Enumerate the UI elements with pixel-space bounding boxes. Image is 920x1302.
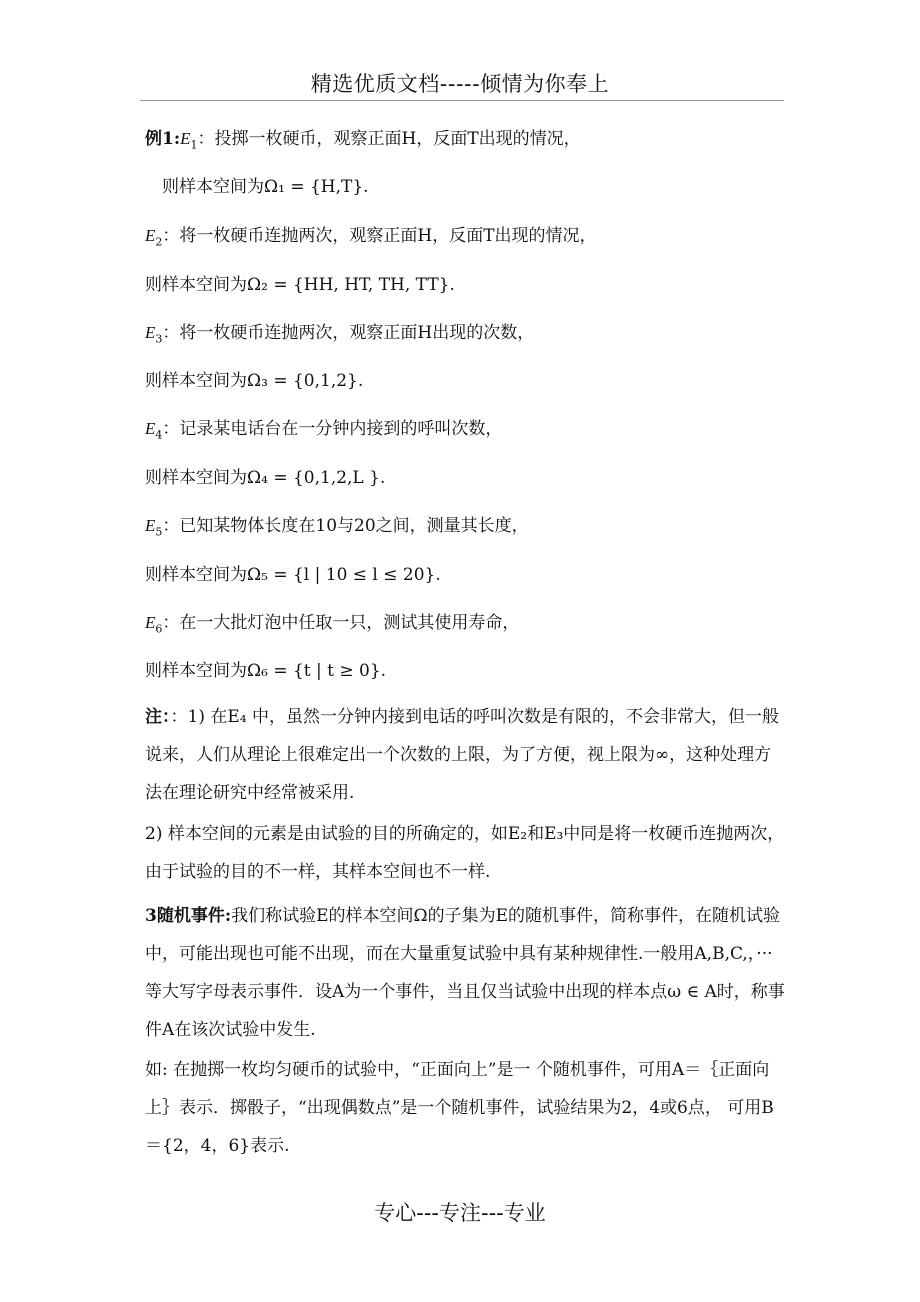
- sample-space-4: [145, 463, 385, 488]
- example-line-4: [145, 414, 502, 441]
- sample-space-3: [145, 366, 363, 391]
- line-text: 则样本空间为Ω₄ = {0,1,2,L }.: [145, 468, 386, 488]
- page-footer: 专心---专注---专业: [374, 1201, 546, 1225]
- note-paragraph-1: [145, 698, 785, 812]
- line-text: 则样本空间为Ω₂ = {HH, HT, TH, TT}.: [145, 275, 455, 295]
- symbol: E: [145, 419, 156, 438]
- note-paragraph-2: [145, 815, 785, 891]
- symbol: E: [145, 516, 156, 535]
- line-text: 则样本空间为Ω₅ = {l | 10 ≤ l ≤ 20}.: [145, 565, 441, 585]
- line-text: 则样本空间为Ω₃ = {0,1,2}.: [145, 371, 364, 391]
- line-text: ：将一枚硬币连抛两次，观察正面H，反面T出现的情况，: [162, 226, 597, 246]
- note-text: 2) 样本空间的元素是由试验的目的所确定的，如E₂和E₃中同是将一枚硬币连抛两次，由于试验的目的不一样，其样本空间也不一样.: [145, 824, 785, 882]
- line-text: 则样本空间为Ω₆ = {t | t ≥ 0}.: [145, 661, 387, 681]
- sample-space-6: [145, 656, 386, 681]
- symbol: E: [145, 226, 156, 245]
- example-line-2: [145, 221, 597, 248]
- example-paragraph: [145, 1051, 785, 1165]
- subscript: 2: [155, 235, 163, 249]
- subscript: 4: [155, 428, 163, 442]
- random-event-text: 我们称试验E的样本空间Ω的子集为E的随机事件，简称事件，在随机试验中，可能出现也可能不出现，而在大量重复试验中具有某种规律性.一般用A,B,C,，···等大写字母表示事件．设A为一个事件，当且仅当试验中出现的样本点ω ∈ A时，称事件A在该次试验中发生.: [145, 906, 785, 1040]
- line-text: ：记录某电话台在一分钟内接到的呼叫次数，: [162, 419, 503, 439]
- random-event-label: 3随机事件:: [145, 906, 232, 926]
- example-text: 如: 在抛掷一枚均匀硬币的试验中，“正面向上”是一 个随机事件，可用A＝｛正面向上｝表示．掷骰子，“出现偶数点”是一个随机事件，试验结果为2，4或6点， 可用B＝{2，4，6}表示.: [145, 1060, 774, 1156]
- subscript: 5: [155, 525, 163, 539]
- example-line-3: [145, 318, 534, 345]
- header-divider: [140, 100, 784, 101]
- subscript: 3: [155, 332, 163, 346]
- example-line-1: [145, 124, 581, 151]
- line-text: ：已知某物体长度在10与20之间，测量其长度，: [162, 516, 529, 536]
- example-label: 例1:: [145, 129, 181, 149]
- sample-space-1: [162, 172, 369, 197]
- line-text: ：在一大批灯泡中任取一只，测试其使用寿命，: [162, 613, 520, 633]
- symbol: E: [145, 613, 156, 632]
- sample-space-5: [145, 560, 441, 585]
- line-text: 则样本空间为Ω₁ = {H,T}.: [162, 177, 369, 197]
- sample-space-2: [145, 270, 455, 295]
- subscript: 1: [190, 138, 198, 152]
- line-text: ：投掷一枚硬币，观察正面H，反面T出现的情况，: [197, 129, 581, 149]
- line-text: ：将一枚硬币连抛两次，观察正面H出现的次数，: [162, 323, 535, 343]
- random-event-paragraph: [145, 897, 785, 1049]
- page-header: 精选优质文档-----倾情为你奉上: [310, 72, 610, 96]
- example-line-5: [145, 511, 529, 538]
- symbol: E: [145, 323, 156, 342]
- example-line-6: [145, 608, 519, 635]
- note-text: ：1) 在E₄ 中，虽然一分钟内接到电话的呼叫次数是有限的，不会非常大，但一般说来，人们从理论上很难定出一个次数的上限，为了方便，视上限为∞，这种处理方法在理论研究中经常被采用.: [145, 707, 779, 803]
- symbol: E: [180, 129, 191, 148]
- note-label: 注：: [145, 707, 171, 727]
- subscript: 6: [155, 622, 163, 636]
